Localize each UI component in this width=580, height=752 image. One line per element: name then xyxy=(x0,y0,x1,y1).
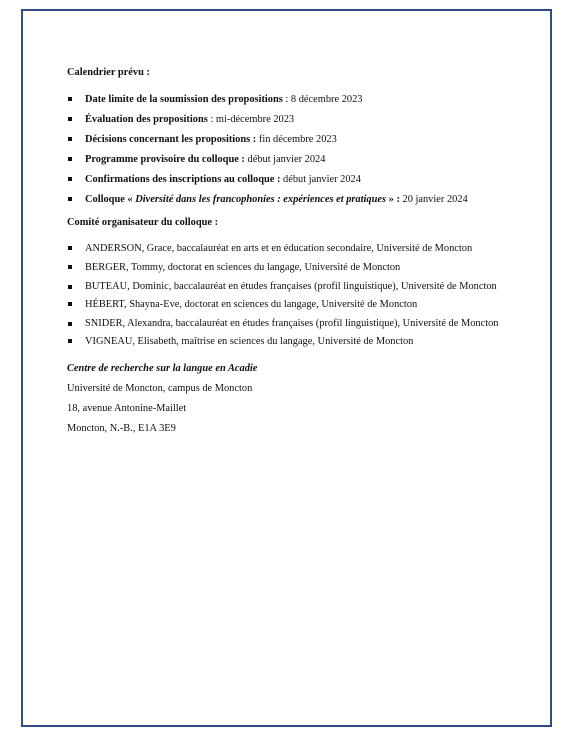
committee-member xyxy=(67,335,517,348)
research-center-name: Centre de recherche sur la langue en Acadie xyxy=(67,363,258,374)
committee-list xyxy=(67,242,517,348)
calendar-heading: Calendrier prévu : xyxy=(67,67,150,78)
calendar-item-label: Évaluation des propositions xyxy=(85,114,208,125)
bullet-icon xyxy=(68,177,72,181)
document-content xyxy=(67,66,517,439)
committee-heading: Comité organisateur du colloque : xyxy=(67,217,219,228)
bullet-icon xyxy=(68,322,72,326)
bullet-icon xyxy=(68,157,72,161)
colloque-prefix: Colloque « xyxy=(85,194,136,205)
calendar-item-date: mi-décembre 2023 xyxy=(215,114,295,125)
address-line: Université de Moncton, campus de Moncton xyxy=(67,383,253,394)
calendar-item-separator: : xyxy=(282,94,291,105)
calendar-item-separator: : xyxy=(207,114,216,125)
bullet-icon xyxy=(68,117,72,121)
colloque-title: Diversité dans les francophonies : expériences et pratiques xyxy=(135,194,387,205)
calendar-item-label: Date limite de la soumission des propositions xyxy=(85,94,283,105)
calendar-list xyxy=(67,93,517,206)
address-line: Moncton, N.-B., E1A 3E9 xyxy=(67,423,176,434)
bullet-icon xyxy=(68,339,72,343)
committee-member xyxy=(67,298,517,311)
committee-member xyxy=(67,314,517,333)
colloque-date: 20 janvier 2024 xyxy=(399,194,468,205)
address-line: 18, avenue Antonine-Maillet xyxy=(67,403,187,414)
bullet-icon xyxy=(68,285,72,289)
calendar-item xyxy=(67,93,517,106)
calendar-item-label: Confirmations des inscriptions au colloque : xyxy=(85,174,281,185)
calendar-item-date: début janvier 2024 xyxy=(283,174,361,185)
calendar-item-date: 8 décembre 2023 xyxy=(290,94,363,105)
committee-member-text: ANDERSON, Grace, baccalauréat en arts et en éducation secondaire, Université de Moncton xyxy=(85,243,473,254)
committee-member xyxy=(67,261,517,274)
bullet-icon xyxy=(68,137,72,141)
calendar-item-label: Programme provisoire du colloque : xyxy=(85,154,245,165)
bullet-icon xyxy=(68,302,72,306)
bullet-icon xyxy=(68,265,72,269)
bullet-icon xyxy=(68,246,72,250)
calendar-item xyxy=(67,153,517,166)
calendar-item-date: début janvier 2024 xyxy=(247,154,326,165)
committee-member xyxy=(67,242,517,255)
bullet-icon xyxy=(68,197,72,201)
committee-member xyxy=(67,277,517,296)
colloque-suffix: » : xyxy=(386,194,400,205)
bullet-icon xyxy=(68,97,72,101)
committee-member-text: BUTEAU, Dominic, baccalauréat en études françaises (profil linguistique), Université de Moncton xyxy=(85,281,497,292)
calendar-item-label: Décisions concernant les propositions : xyxy=(85,134,257,145)
committee-member-text: HÉBERT, Shayna-Eve, doctorat en sciences du langage, Université de Moncton xyxy=(85,299,418,310)
committee-member-text: VIGNEAU, Elisabeth, maîtrise en sciences du langage, Université de Moncton xyxy=(85,336,414,347)
calendar-item-date: fin décembre 2023 xyxy=(258,134,337,145)
committee-member-text: BERGER, Tommy, doctorat en sciences du langage, Université de Moncton xyxy=(85,262,401,273)
committee-member-text: SNIDER, Alexandra, baccalauréat en études françaises (profil linguistique), Université de Moncton xyxy=(85,318,499,329)
calendar-item xyxy=(67,173,517,186)
calendar-item xyxy=(67,113,517,126)
calendar-item xyxy=(67,133,517,146)
address-block xyxy=(67,359,517,439)
calendar-item-colloque xyxy=(67,193,517,206)
